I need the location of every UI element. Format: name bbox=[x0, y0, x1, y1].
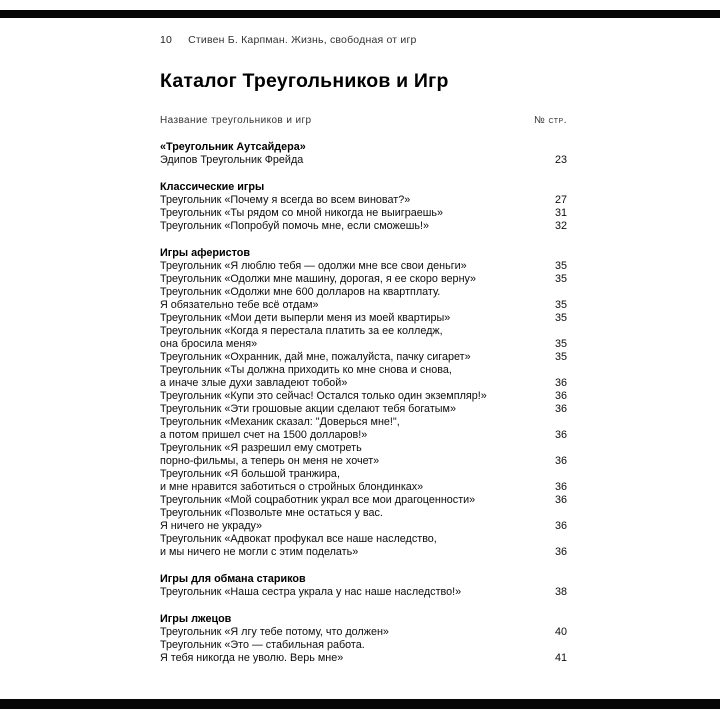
entry-title: Треугольник «Я разрешил ему смотреть bbox=[160, 442, 362, 454]
entry-title: Треугольник «Охранник, дай мне, пожалуйста, пачку сигарет» bbox=[160, 351, 471, 363]
toc-row bbox=[160, 194, 567, 207]
toc-row bbox=[160, 455, 567, 468]
entry-title: Треугольник «Мой соцработник украл все мои драгоценности» bbox=[160, 494, 476, 506]
toc-row bbox=[160, 154, 567, 167]
entry-title: Треугольник «Я большой транжира, bbox=[160, 468, 340, 480]
column-header-page: № стр. bbox=[533, 115, 567, 126]
entry-page-number: 32 bbox=[554, 220, 567, 232]
running-header-text: Стивен Б. Карпман. Жизнь, свободная от игр bbox=[188, 34, 417, 46]
entry-title: Треугольник «Наша сестра украла у нас наше наследство!» bbox=[160, 586, 462, 598]
toc-row bbox=[160, 299, 567, 312]
running-page-number: 10 bbox=[160, 34, 173, 46]
section-heading: Игры лжецов bbox=[160, 613, 232, 625]
entry-page-number: 38 bbox=[554, 586, 567, 598]
entry-title: Треугольник «Одолжи мне машину, дорогая, я ее скоро верну» bbox=[160, 273, 477, 285]
entry-page-number: 36 bbox=[554, 403, 567, 415]
toc-row bbox=[160, 520, 567, 533]
toc-row bbox=[160, 429, 567, 442]
page-content bbox=[160, 34, 567, 665]
toc-row bbox=[160, 325, 567, 338]
entry-title: и мне нравится заботиться о стройных блондинках» bbox=[160, 481, 424, 493]
entry-page-number: 31 bbox=[554, 207, 567, 219]
entry-title: Треугольник «Попробуй помочь мне, если сможешь!» bbox=[160, 220, 430, 232]
section-heading: Игры аферистов bbox=[160, 247, 251, 259]
toc-row bbox=[160, 351, 567, 364]
scan-edge-bottom bbox=[0, 699, 720, 709]
entry-title: Треугольник «Почему я всегда во всем виноват?» bbox=[160, 194, 411, 206]
entry-title: Треугольник «Это — стабильная работа. bbox=[160, 639, 365, 651]
entry-title: Я ничего не украду» bbox=[160, 520, 263, 532]
section-heading: «Треугольник Аутсайдера» bbox=[160, 141, 306, 153]
entry-title: и мы ничего не могли с этим поделать» bbox=[160, 546, 359, 558]
toc-row bbox=[160, 364, 567, 377]
entry-page-number: 35 bbox=[554, 299, 567, 311]
toc-row bbox=[160, 626, 567, 639]
entry-page-number: 36 bbox=[554, 377, 567, 389]
toc-row bbox=[160, 260, 567, 273]
entry-title: а потом пришел счет на 1500 долларов!» bbox=[160, 429, 368, 441]
entry-page-number: 36 bbox=[554, 455, 567, 467]
toc-row bbox=[160, 586, 567, 599]
toc-row bbox=[160, 403, 567, 416]
toc-row bbox=[160, 442, 567, 455]
toc-section bbox=[160, 141, 567, 167]
page-title: Каталог Треугольников и Игр bbox=[160, 70, 449, 92]
toc-list bbox=[160, 141, 567, 665]
toc-row bbox=[160, 377, 567, 390]
entry-page-number: 36 bbox=[554, 481, 567, 493]
toc-row bbox=[160, 546, 567, 559]
entry-page-number: 41 bbox=[554, 652, 567, 664]
entry-title: Я обязательно тебе всё отдам» bbox=[160, 299, 319, 311]
toc-row bbox=[160, 338, 567, 351]
toc-row bbox=[160, 481, 567, 494]
toc-row bbox=[160, 533, 567, 546]
toc-section bbox=[160, 181, 567, 233]
entry-title: Треугольник «Адвокат профукал все наше наследство, bbox=[160, 533, 437, 545]
entry-title: Треугольник «Механик сказал: "Доверься мне!", bbox=[160, 416, 400, 428]
toc-row bbox=[160, 639, 567, 652]
entry-title: Треугольник «Я лгу тебе потому, что должен» bbox=[160, 626, 389, 638]
entry-page-number: 40 bbox=[554, 626, 567, 638]
entry-title: Треугольник «Ты должна приходить ко мне снова и снова, bbox=[160, 364, 452, 376]
entry-title: а иначе злые духи завладеют тобой» bbox=[160, 377, 348, 389]
entry-page-number: 36 bbox=[554, 520, 567, 532]
entry-page-number: 36 bbox=[554, 546, 567, 558]
running-header bbox=[160, 34, 567, 46]
entry-title: Треугольник «Я люблю тебя — одолжи мне все свои деньги» bbox=[160, 260, 467, 272]
entry-page-number: 35 bbox=[554, 312, 567, 324]
scan-edge-top bbox=[0, 10, 720, 18]
entry-page-number: 35 bbox=[554, 351, 567, 363]
toc-row bbox=[160, 273, 567, 286]
entry-title: Треугольник «Когда я перестала платить за ее колледж, bbox=[160, 325, 443, 337]
toc-row bbox=[160, 507, 567, 520]
toc-row bbox=[160, 416, 567, 429]
toc-row bbox=[160, 286, 567, 299]
entry-title: порно-фильмы, а теперь он меня не хочет» bbox=[160, 455, 380, 467]
toc-section bbox=[160, 247, 567, 559]
entry-page-number: 23 bbox=[554, 154, 567, 166]
entry-title: Треугольник «Позвольте мне остаться у вас. bbox=[160, 507, 383, 519]
entry-page-number: 36 bbox=[554, 390, 567, 402]
entry-title: Треугольник «Ты рядом со мной никогда не выиграешь» bbox=[160, 207, 444, 219]
entry-title: Треугольник «Одолжи мне 600 долларов на квартплату. bbox=[160, 286, 441, 298]
entry-page-number: 36 bbox=[554, 429, 567, 441]
entry-page-number: 27 bbox=[554, 194, 567, 206]
entry-title: Треугольник «Купи это сейчас! Остался только один экземпляр!» bbox=[160, 390, 487, 402]
toc-row bbox=[160, 468, 567, 481]
column-header-name: Название треугольников и игр bbox=[160, 115, 312, 126]
toc-row bbox=[160, 312, 567, 325]
entry-page-number: 35 bbox=[554, 338, 567, 350]
section-heading: Игры для обмана стариков bbox=[160, 573, 306, 585]
toc-section bbox=[160, 573, 567, 599]
entry-page-number: 36 bbox=[554, 494, 567, 506]
toc-row bbox=[160, 390, 567, 403]
entry-page-number: 35 bbox=[554, 260, 567, 272]
toc-row bbox=[160, 207, 567, 220]
section-heading: Классические игры bbox=[160, 181, 265, 193]
toc-row bbox=[160, 220, 567, 233]
toc-row bbox=[160, 494, 567, 507]
entry-title: Эдипов Треугольник Фрейда bbox=[160, 154, 304, 166]
entry-title: Треугольник «Мои дети выперли меня из моей квартиры» bbox=[160, 312, 451, 324]
column-headers bbox=[160, 115, 567, 126]
entry-title: Я тебя никогда не уволю. Верь мне» bbox=[160, 652, 344, 664]
entry-page-number: 35 bbox=[554, 273, 567, 285]
toc-section bbox=[160, 613, 567, 665]
entry-title: она бросила меня» bbox=[160, 338, 258, 350]
entry-title: Треугольник «Эти грошовые акции сделают тебя богатым» bbox=[160, 403, 456, 415]
toc-row bbox=[160, 652, 567, 665]
